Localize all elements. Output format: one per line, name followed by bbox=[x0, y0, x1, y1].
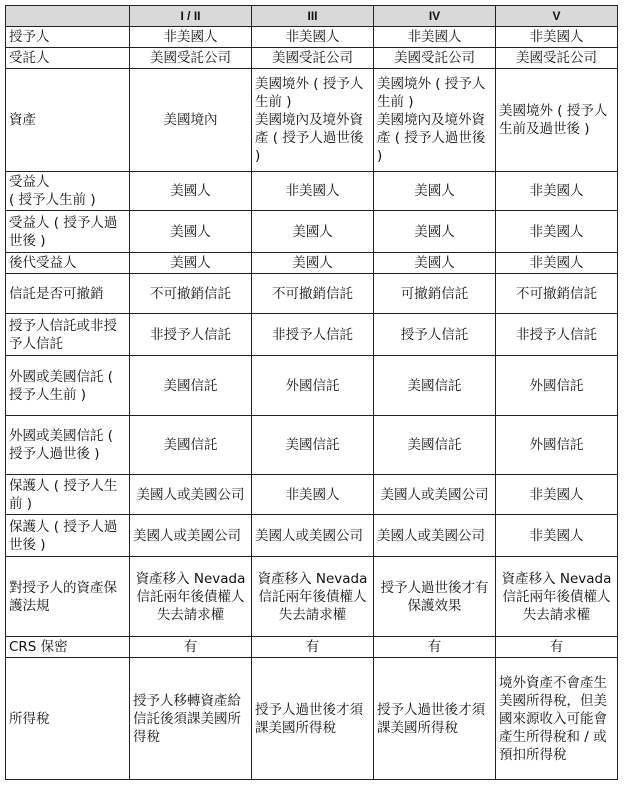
table-cell: 授予人信託 bbox=[374, 314, 496, 356]
table-cell: 授予人移轉資產給信託後須課美國所得稅 bbox=[130, 658, 252, 780]
table-cell: 美國人 bbox=[130, 211, 252, 253]
row-label: 保護人 ( 授予人過世後 ) bbox=[6, 515, 130, 557]
table-cell: 非授予人信託 bbox=[252, 314, 374, 356]
table-cell: 資產移入 Nevada 信託兩年後債權人失去請求權 bbox=[496, 557, 618, 637]
row-descendant-beneficiary bbox=[6, 253, 618, 274]
table-cell: 非美國人 bbox=[496, 475, 618, 515]
table-cell: 非美國人 bbox=[252, 475, 374, 515]
table-cell: 有 bbox=[374, 637, 496, 658]
row-foreign-or-us-after-death bbox=[6, 416, 618, 475]
table-cell: 授予人過世後才須課美國所得稅 bbox=[252, 658, 374, 780]
row-label: 資產 bbox=[6, 69, 130, 172]
row-label: 授予人 bbox=[6, 27, 130, 48]
table-cell: 資產移入 Nevada 信託兩年後債權人失去請求權 bbox=[252, 557, 374, 637]
row-beneficiary-after-death bbox=[6, 211, 618, 253]
table-cell: 美國受託公司 bbox=[374, 48, 496, 69]
header-corner bbox=[6, 6, 130, 27]
table-cell: 非美國人 bbox=[130, 27, 252, 48]
row-label: 外國或美國信託 ( 授予人生前 ) bbox=[6, 356, 130, 416]
table-cell: 美國人或美國公司 bbox=[252, 515, 374, 557]
row-label: 保護人 ( 授予人生前 ) bbox=[6, 475, 130, 515]
row-trustee bbox=[6, 48, 618, 69]
table-cell: 美國人 bbox=[252, 253, 374, 274]
row-protector-lifetime bbox=[6, 475, 618, 515]
row-label: 受益人 ( 授予人過世後 ) bbox=[6, 211, 130, 253]
table-cell: 非授予人信託 bbox=[496, 314, 618, 356]
table-cell: 非美國人 bbox=[496, 515, 618, 557]
table-cell: 非美國人 bbox=[252, 27, 374, 48]
header-col-i-ii: I / II bbox=[130, 6, 252, 27]
row-assets bbox=[6, 69, 618, 172]
row-grantor-trust-type bbox=[6, 314, 618, 356]
row-label: 對授予人的資產保護法規 bbox=[6, 557, 130, 637]
row-label: 受託人 bbox=[6, 48, 130, 69]
row-label: 後代受益人 bbox=[6, 253, 130, 274]
table-cell: 非美國人 bbox=[496, 211, 618, 253]
table-cell: 不可撤銷信託 bbox=[130, 274, 252, 314]
row-grantor bbox=[6, 27, 618, 48]
row-label: 受益人 ( 授予人生前 ) bbox=[6, 172, 130, 211]
table-cell: 美國人 bbox=[130, 172, 252, 211]
table-cell: 美國人或美國公司 bbox=[374, 515, 496, 557]
table-cell: 美國人或美國公司 bbox=[130, 515, 252, 557]
row-protector-after-death bbox=[6, 515, 618, 557]
row-revocable bbox=[6, 274, 618, 314]
table-cell: 美國人 bbox=[374, 253, 496, 274]
table-cell: 外國信託 bbox=[496, 416, 618, 475]
table-cell: 美國受託公司 bbox=[252, 48, 374, 69]
table-cell: 非美國人 bbox=[496, 27, 618, 48]
table-cell: 美國人 bbox=[374, 172, 496, 211]
row-foreign-or-us-lifetime bbox=[6, 356, 618, 416]
table-cell: 非授予人信託 bbox=[130, 314, 252, 356]
row-beneficiary-lifetime bbox=[6, 172, 618, 211]
table-cell: 非美國人 bbox=[252, 172, 374, 211]
table-cell: 有 bbox=[496, 637, 618, 658]
header-row bbox=[6, 6, 618, 27]
table-cell: 資產移入 Nevada 信託兩年後債權人失去請求權 bbox=[130, 557, 252, 637]
row-label: 外國或美國信託 ( 授予人過世後 ) bbox=[6, 416, 130, 475]
table-cell: 美國境外 ( 授予人生前及過世後 ) bbox=[496, 69, 618, 172]
table-cell: 不可撤銷信託 bbox=[252, 274, 374, 314]
row-income-tax bbox=[6, 658, 618, 780]
table-cell: 可撤銷信託 bbox=[374, 274, 496, 314]
table-cell: 美國人或美國公司 bbox=[374, 475, 496, 515]
table-cell: 非美國人 bbox=[496, 172, 618, 211]
table-cell: 有 bbox=[252, 637, 374, 658]
table-cell: 外國信託 bbox=[252, 356, 374, 416]
table-cell: 美國信託 bbox=[374, 416, 496, 475]
table-cell: 授予人過世後才須課美國所得稅 bbox=[374, 658, 496, 780]
table-cell: 美國信託 bbox=[252, 416, 374, 475]
header-col-iv: IV bbox=[374, 6, 496, 27]
row-crs-confidentiality bbox=[6, 637, 618, 658]
table-cell: 美國人 bbox=[130, 253, 252, 274]
row-label: 授予人信託或非授予人信託 bbox=[6, 314, 130, 356]
table-cell: 外國信託 bbox=[496, 356, 618, 416]
table-cell: 美國受託公司 bbox=[130, 48, 252, 69]
table-cell: 美國人或美國公司 bbox=[130, 475, 252, 515]
table-cell: 美國信託 bbox=[374, 356, 496, 416]
table-cell: 美國境外 ( 授予人生前 ) 美國境內及境外資產 ( 授予人過世後 ) bbox=[374, 69, 496, 172]
row-asset-protection bbox=[6, 557, 618, 637]
trust-comparison-table bbox=[5, 5, 618, 780]
table-cell: 美國人 bbox=[252, 211, 374, 253]
row-label: 所得稅 bbox=[6, 658, 130, 780]
table-cell: 美國境外 ( 授予人生前 ) 美國境內及境外資產 ( 授予人過世後 ) bbox=[252, 69, 374, 172]
table-cell: 美國人 bbox=[374, 211, 496, 253]
table-cell: 授予人過世後才有保護效果 bbox=[374, 557, 496, 637]
table-cell: 美國信託 bbox=[130, 416, 252, 475]
table-cell: 非美國人 bbox=[374, 27, 496, 48]
table-cell: 美國境內 bbox=[130, 69, 252, 172]
row-label: CRS 保密 bbox=[6, 637, 130, 658]
header-col-v: V bbox=[496, 6, 618, 27]
table-cell: 不可撤銷信託 bbox=[496, 274, 618, 314]
row-label: 信託是否可撤銷 bbox=[6, 274, 130, 314]
table-cell: 境外資產不會產生美國所得稅，但美國來源收入可能會產生所得稅和 / 或預扣所得稅 bbox=[496, 658, 618, 780]
table-cell: 美國信託 bbox=[130, 356, 252, 416]
table-cell: 非美國人 bbox=[496, 253, 618, 274]
table-cell: 美國受託公司 bbox=[496, 48, 618, 69]
table-cell: 有 bbox=[130, 637, 252, 658]
header-col-iii: III bbox=[252, 6, 374, 27]
